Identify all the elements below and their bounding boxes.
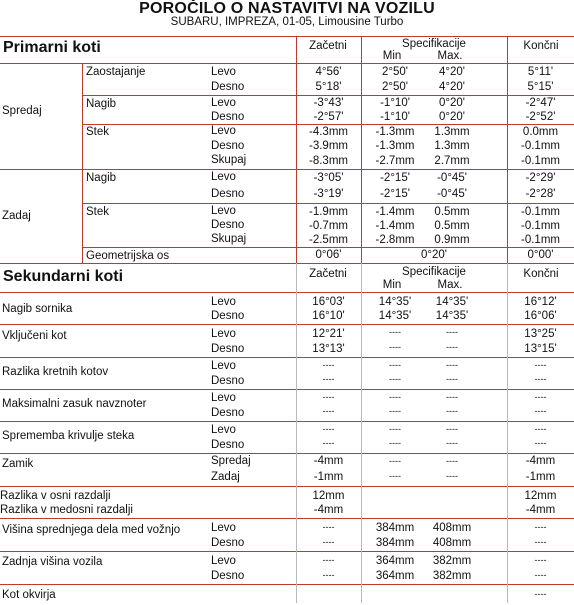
- end-value: ----: [534, 570, 547, 580]
- row-label: Zadnja višina vozila: [2, 556, 103, 568]
- rule-line: [82, 247, 574, 248]
- rule-line: [82, 203, 574, 204]
- start-value: 5°18': [315, 81, 342, 93]
- end-value: ----: [534, 438, 547, 448]
- max-value: 1.3mm: [434, 126, 470, 138]
- start-value: -8.3mm: [309, 155, 348, 167]
- start-value: ----: [322, 392, 335, 402]
- end-value: -1mm: [525, 471, 556, 483]
- end-value: -0.1mm: [521, 220, 560, 232]
- primary-col-min: Min: [382, 50, 402, 62]
- side-label: Desno: [211, 343, 245, 355]
- side-label: Desno: [211, 407, 245, 419]
- group-front-label: Spredaj: [2, 105, 42, 117]
- start-value: -4.3mm: [309, 126, 348, 138]
- max-value: 408mm: [432, 522, 472, 534]
- rule-line: [0, 486, 574, 487]
- end-value: 5°15': [527, 81, 554, 93]
- max-value: 4°20': [439, 81, 465, 93]
- end-value: -0.1mm: [521, 234, 560, 246]
- end-value: ----: [534, 589, 547, 599]
- side-label: Levo: [211, 392, 236, 404]
- end-value: ----: [534, 424, 547, 434]
- min-value: ----: [389, 327, 401, 337]
- row-label: Stek: [86, 206, 110, 218]
- min-value: 2°50': [382, 81, 408, 93]
- min-value: ----: [389, 406, 401, 416]
- side-label: Desno: [211, 140, 245, 152]
- rule-line: [361, 263, 362, 603]
- min-value: 364mm: [375, 570, 415, 582]
- end-value: ----: [534, 374, 547, 384]
- side-label: Skupaj: [211, 233, 247, 245]
- max-value: ----: [446, 374, 458, 384]
- rule-line: [361, 36, 362, 263]
- row-label: Razlika v medosni razdalji: [0, 504, 133, 516]
- start-value: -4mm: [313, 504, 344, 516]
- side-label: Desno: [211, 439, 245, 451]
- side-label: Levo: [211, 360, 236, 372]
- start-value: ----: [322, 570, 335, 580]
- start-value: ----: [322, 438, 335, 448]
- side-label: Levo: [211, 97, 236, 109]
- rule-line: [82, 95, 574, 96]
- end-value: ----: [534, 522, 547, 532]
- min-value: 14°35': [378, 296, 412, 308]
- end-value: ----: [534, 555, 547, 565]
- rule-line: [0, 453, 574, 454]
- row-label: Geometrijska os: [86, 250, 170, 262]
- max-value: -0°45': [437, 188, 467, 200]
- min-value: -1.4mm: [375, 206, 415, 218]
- start-value: ----: [322, 537, 335, 547]
- primary-heading: Primarni koti: [3, 39, 101, 56]
- start-value: 13°13': [312, 343, 345, 355]
- row-label: Višina sprednjega dela med vožnjo: [2, 524, 181, 536]
- row-label: Sprememba krivulje steka: [2, 430, 135, 442]
- min-value: ----: [389, 360, 401, 370]
- side-label: Levo: [211, 296, 236, 308]
- rule-line: [0, 63, 574, 64]
- end-value: -0.1mm: [521, 206, 560, 218]
- rule-line: [0, 263, 574, 264]
- min-value: -2.7mm: [375, 155, 415, 167]
- max-value: 0.5mm: [434, 220, 470, 232]
- min-value: ----: [389, 424, 401, 434]
- rule-line: [0, 36, 574, 37]
- min-value: -1.4mm: [375, 220, 415, 232]
- secondary-heading: Sekundarni koti: [3, 268, 124, 285]
- secondary-col-end: Končni: [523, 268, 559, 280]
- start-value: -3°05': [313, 172, 344, 184]
- min-value: 364mm: [375, 555, 415, 567]
- end-value: -0.1mm: [521, 140, 560, 152]
- max-value: ----: [446, 406, 458, 416]
- min-value: -1.3mm: [375, 126, 415, 138]
- start-value: ----: [322, 360, 335, 370]
- max-value: 4°20': [439, 66, 465, 78]
- end-value: 16°06': [524, 310, 557, 322]
- min-value: 384mm: [375, 537, 415, 549]
- secondary-col-max: Max.: [437, 279, 463, 291]
- side-label: Levo: [211, 66, 236, 78]
- max-value: ----: [446, 471, 458, 481]
- max-value: 0.9mm: [434, 234, 470, 246]
- end-value: -2°28': [525, 188, 556, 200]
- rule-line: [82, 124, 574, 125]
- primary-col-spec: Specifikacije: [402, 38, 466, 50]
- side-label: Desno: [211, 111, 245, 123]
- primary-col-start: Začetni: [309, 40, 347, 52]
- side-label: Spredaj: [211, 455, 251, 467]
- start-value: -2.5mm: [309, 234, 348, 246]
- max-value: ----: [446, 327, 458, 337]
- start-value: -3.9mm: [309, 140, 348, 152]
- side-label: Skupaj: [211, 154, 247, 166]
- max-value: 14°35': [435, 296, 469, 308]
- row-label: Razlika v osni razdalji: [0, 490, 111, 502]
- max-value: -0°45': [437, 172, 467, 184]
- side-label: Desno: [211, 375, 245, 387]
- side-label: Desno: [211, 188, 245, 200]
- max-value: ----: [446, 438, 458, 448]
- max-value: 2.7mm: [434, 155, 470, 167]
- rule-line: [0, 551, 574, 552]
- max-value: 0°20': [439, 111, 465, 123]
- end-value: -2°29': [525, 172, 556, 184]
- max-value: ----: [446, 360, 458, 370]
- end-value: 5°11': [527, 66, 554, 78]
- side-label: Desno: [211, 81, 245, 93]
- end-value: -4mm: [525, 504, 556, 516]
- end-value: 0°00': [527, 249, 554, 261]
- max-value: 14°35': [435, 310, 469, 322]
- primary-col-max: Max.: [437, 50, 463, 62]
- min-value: -2°15': [380, 188, 410, 200]
- max-value: 1.3mm: [434, 140, 470, 152]
- end-value: -0.1mm: [521, 155, 560, 167]
- side-label: Levo: [211, 328, 236, 340]
- row-label: Maksimalni zasuk navznoter: [2, 398, 147, 410]
- start-value: 12°21': [312, 328, 345, 340]
- row-label: Razlika kretnih kotov: [2, 366, 109, 378]
- report-title: POROČILO O NASTAVITVI NA VOZILU: [139, 0, 435, 17]
- start-value: 16°10': [312, 310, 345, 322]
- end-value: -2°52': [525, 111, 556, 123]
- end-value: ----: [534, 406, 547, 416]
- vehicle-subtitle: SUBARU, IMPREZA, 01-05, Limousine Turbo: [170, 16, 404, 28]
- rule-line: [82, 63, 83, 263]
- secondary-col-min: Min: [382, 279, 402, 291]
- max-value: 382mm: [432, 555, 472, 567]
- row-label: Vključeni kot: [2, 330, 67, 342]
- rule-line: [0, 389, 574, 390]
- start-value: -2°57': [313, 111, 344, 123]
- end-value: 13°15': [524, 343, 557, 355]
- min-value: -2°15': [380, 172, 410, 184]
- min-value: ----: [389, 438, 401, 448]
- group-rear-label: Zadaj: [2, 210, 31, 222]
- start-value: 4°56': [315, 66, 342, 78]
- end-value: ----: [534, 537, 547, 547]
- row-label: Nagib: [86, 98, 117, 110]
- row-label: Kot okvirja: [2, 589, 56, 601]
- side-label: Levo: [211, 555, 236, 567]
- end-value: 13°25': [524, 328, 557, 340]
- side-label: Levo: [211, 125, 236, 137]
- rule-line: [0, 421, 574, 422]
- row-label: Stek: [86, 126, 110, 138]
- start-value: 16°03': [312, 296, 345, 308]
- end-value: -2°47': [525, 97, 556, 109]
- start-value: ----: [322, 374, 335, 384]
- max-value: ----: [446, 392, 458, 402]
- min-value: -1°10': [380, 97, 410, 109]
- end-value: 0.0mm: [522, 126, 559, 138]
- max-value: ----: [446, 456, 458, 466]
- side-label: Levo: [211, 424, 236, 436]
- end-value: 16°12': [524, 296, 557, 308]
- side-label: Levo: [211, 205, 236, 217]
- secondary-col-start: Začetni: [309, 268, 347, 280]
- max-value: 408mm: [432, 537, 472, 549]
- min-value: ----: [389, 374, 401, 384]
- side-label: Desno: [211, 570, 245, 582]
- rule-line: [0, 292, 574, 293]
- secondary-col-spec: Specifikacije: [402, 266, 466, 278]
- rule-line: [0, 518, 574, 519]
- row-label: Nagib: [86, 172, 117, 184]
- row-label: Zaostajanje: [86, 66, 146, 78]
- rule-line: [0, 584, 574, 585]
- side-label: Desno: [211, 537, 245, 549]
- min-value: 384mm: [375, 522, 415, 534]
- min-value: ----: [389, 392, 401, 402]
- min-value: -1.3mm: [375, 140, 415, 152]
- start-value: 0°06': [315, 249, 342, 261]
- primary-col-end: Končni: [523, 40, 559, 52]
- start-value: -0.7mm: [309, 220, 348, 232]
- max-value: ----: [446, 342, 458, 352]
- min-value: ----: [389, 471, 401, 481]
- start-value: -1.9mm: [309, 206, 348, 218]
- side-label: Zadaj: [211, 471, 240, 483]
- start-value: ----: [322, 424, 335, 434]
- side-label: Levo: [211, 171, 236, 183]
- max-value: 0°20': [439, 97, 465, 109]
- min-value: ----: [389, 456, 401, 466]
- start-value: -4mm: [313, 455, 344, 467]
- rule-line: [0, 324, 574, 325]
- rule-line: [0, 169, 574, 170]
- row-label: Nagib sornika: [2, 303, 73, 315]
- start-value: 12mm: [312, 490, 345, 502]
- side-label: Desno: [211, 219, 245, 231]
- max-value: 0.5mm: [434, 206, 470, 218]
- end-value: -4mm: [525, 455, 556, 467]
- max-value: ----: [446, 424, 458, 434]
- end-value: ----: [534, 392, 547, 402]
- spec-value: 0°20': [421, 249, 447, 261]
- min-value: ----: [389, 342, 401, 352]
- min-value: 2°50': [382, 66, 408, 78]
- end-value: 12mm: [524, 490, 557, 502]
- rule-line: [0, 357, 574, 358]
- end-value: ----: [534, 360, 547, 370]
- start-value: -3°19': [313, 188, 344, 200]
- side-label: Desno: [211, 310, 245, 322]
- row-label: Zamik: [2, 458, 34, 470]
- start-value: ----: [322, 406, 335, 416]
- min-value: -1°10': [380, 111, 410, 123]
- side-label: Levo: [211, 522, 236, 534]
- start-value: -3°43': [313, 97, 344, 109]
- min-value: 14°35': [378, 310, 412, 322]
- max-value: 382mm: [432, 570, 472, 582]
- min-value: -2.8mm: [375, 234, 415, 246]
- start-value: -1mm: [313, 471, 344, 483]
- start-value: ----: [322, 522, 335, 532]
- start-value: ----: [322, 555, 335, 565]
